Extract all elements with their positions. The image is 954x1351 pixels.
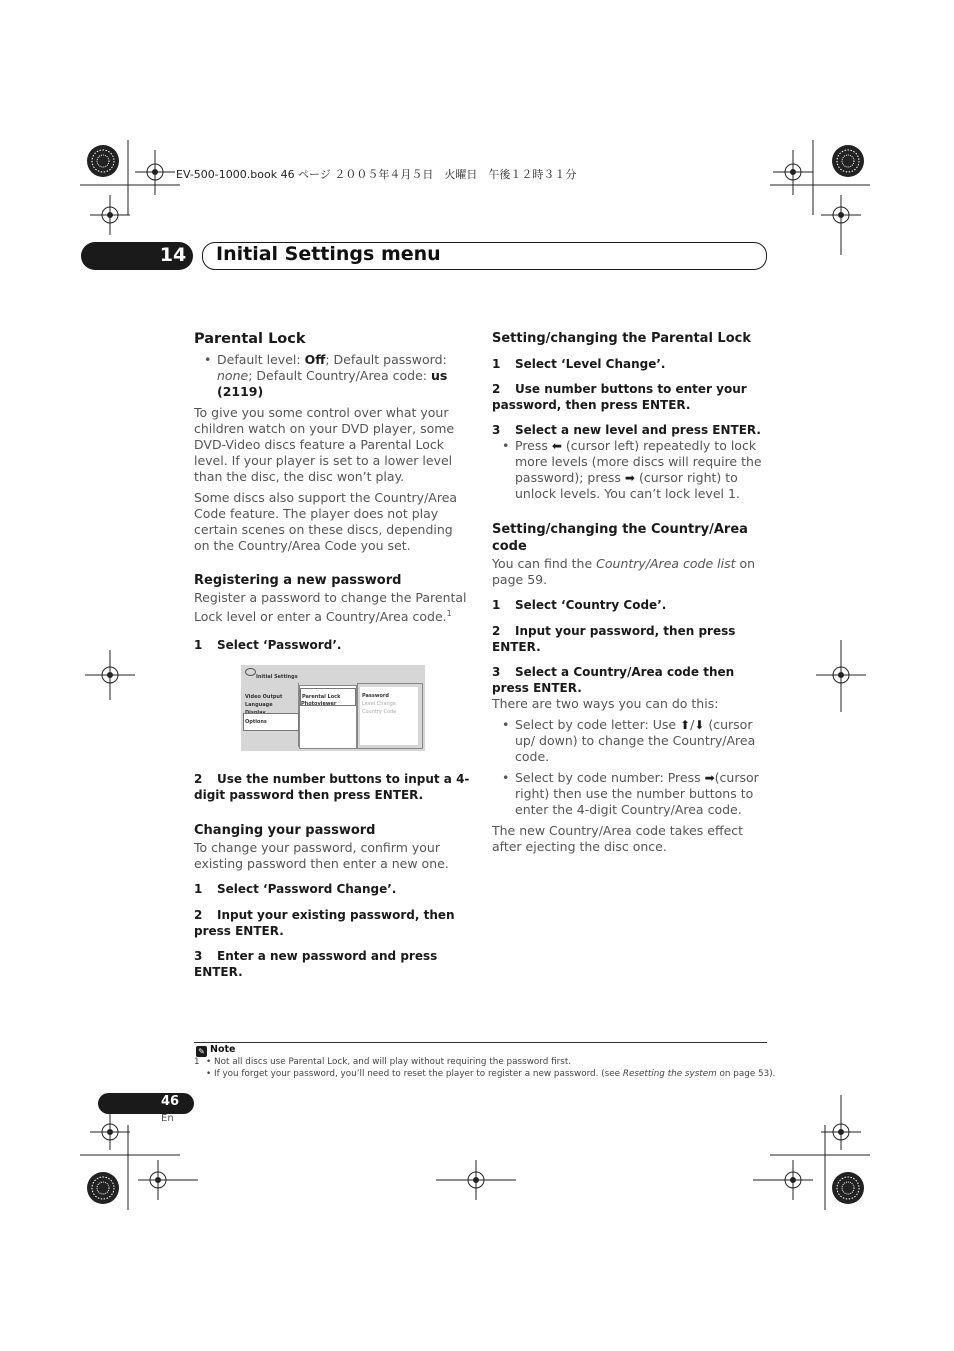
step-number: 3 xyxy=(194,949,203,964)
screen-sub-item: Photoviewer xyxy=(301,701,337,708)
note-reference: Resetting the system xyxy=(622,1069,717,1079)
step-text: Input your existing password, then press ENTER. xyxy=(194,908,455,939)
step-number: 2 xyxy=(194,772,203,787)
screen-menu-item-selected: Options xyxy=(243,713,299,731)
left-arrow-icon: ⬅ xyxy=(551,439,562,453)
screen-option-item-disabled: Country Code xyxy=(362,709,397,716)
bullet-text: Select by code letter: Use xyxy=(515,717,681,732)
set-lock-step-3 xyxy=(492,422,770,438)
note-text: • If you forget your password, you’ll need to reset the player to register a new password. (see xyxy=(206,1069,623,1079)
bullet-separator: / xyxy=(690,717,695,732)
subheading-register: Registering a new password xyxy=(194,573,402,588)
changing-step-1 xyxy=(194,881,472,897)
note-footnote-number: 1 xyxy=(194,1057,200,1067)
defaults-bullet xyxy=(194,352,472,400)
step-text: Select ‘Level Change’. xyxy=(515,357,666,371)
bullet-text: (cursor right) to unlock levels. You can’t lock level 1. xyxy=(515,470,740,501)
step-text: Select ‘Password Change’. xyxy=(217,882,397,897)
screen-option-item: Password xyxy=(362,693,389,700)
left-column xyxy=(194,330,472,980)
print-header: EV-500-1000.book 46 ページ ２００５年４月５日 火曜日 午後１２時３１分 xyxy=(176,168,577,181)
step-number: 1 xyxy=(194,882,203,897)
intro-text: You can find the xyxy=(492,556,597,571)
chapter-title: Initial Settings menu xyxy=(216,243,441,265)
parental-lock-para-1: To give you some control over what your children watch on your DVD player, some DVD-Video discs feature a Parental Lock level. If your player is set to a lower level than the disc, the disc won’t play. xyxy=(194,405,455,484)
step-text: Enter a new password and press ENTER. xyxy=(194,949,438,980)
bullet-text: (cursor up/ down) to change the Country/Area code. xyxy=(515,717,756,764)
defaults-label-level: Default level: xyxy=(217,352,305,367)
subheading-changing: Changing your password xyxy=(194,823,376,839)
screen-option-item-disabled: Level Change xyxy=(362,701,396,708)
screen-menu-item: Video Output xyxy=(245,694,283,701)
defaults-label-code: ; Default Country/Area code: xyxy=(248,368,431,383)
note-label: Note xyxy=(210,1044,236,1055)
register-step-1 xyxy=(194,637,472,653)
set-lock-bullet xyxy=(492,438,770,502)
register-step-2 xyxy=(194,771,472,803)
bullet-text: Press xyxy=(515,438,552,453)
right-arrow-icon: ➡ xyxy=(624,471,635,485)
step-number: 3 xyxy=(492,665,501,679)
step-number: 1 xyxy=(492,598,501,612)
default-code: us (2119) xyxy=(217,368,448,399)
changing-step-3 xyxy=(194,948,472,980)
note-lines xyxy=(194,1056,775,1080)
intro-reference: Country/Area code list xyxy=(596,556,736,571)
step-number: 2 xyxy=(492,624,501,638)
intro-text: on page 59. xyxy=(492,556,756,587)
set-lock-step-1 xyxy=(492,356,770,372)
right-column xyxy=(492,330,770,855)
two-ways-text: There are two ways you can do this: xyxy=(492,696,719,711)
parental-lock-para-2: Some discs also support the Country/Area Code feature. The player does not play certain scenes on these discs, depending on the Country/Area Code you set. xyxy=(194,490,458,553)
note-line-2 xyxy=(194,1068,775,1080)
screen-menu-item: Language xyxy=(245,702,273,709)
bullet-text: (cursor right) then use the number buttons to enter the 4-digit Country/Area code. xyxy=(515,770,759,817)
note-text: on page 53). xyxy=(716,1069,776,1079)
step-number: 2 xyxy=(492,382,501,396)
step-number: 3 xyxy=(492,423,501,437)
screen-sub-item-selected: Parental Lock xyxy=(300,688,356,706)
bullet-text: (cursor left) repeatedly to lock more levels (more discs will require the password); press xyxy=(515,438,762,485)
bullet-text: Select by code number: Press xyxy=(515,770,705,785)
disc-icon xyxy=(245,668,256,676)
set-code-step-2 xyxy=(492,623,770,655)
step-text: Use the number buttons to input a 4-digit password then press ENTER. xyxy=(194,772,470,803)
down-arrow-icon: ⬇ xyxy=(694,718,705,732)
set-lock-step-2 xyxy=(492,381,770,413)
screen-title: Initial Settings xyxy=(256,674,298,681)
changing-step-2 xyxy=(194,907,472,939)
default-level: Off xyxy=(304,352,326,367)
chapter-number: 14 xyxy=(159,244,187,266)
up-arrow-icon: ⬆ xyxy=(680,718,691,732)
step-text: Select ‘Country Code’. xyxy=(515,598,667,612)
set-code-bullet-1 xyxy=(492,717,770,765)
register-text xyxy=(194,590,472,625)
subheading-set-code: Setting/changing the Country/Area code xyxy=(492,522,748,554)
settings-screen-illustration xyxy=(241,665,425,751)
register-text-body: Register a password to change the Parental Lock level or enter a Country/Area code. xyxy=(194,590,467,625)
pencil-icon: ✎ xyxy=(196,1046,207,1057)
step-number: 1 xyxy=(194,638,203,653)
page-language: En xyxy=(161,1113,174,1124)
set-code-bullet-2 xyxy=(492,770,770,818)
section-heading-parental-lock: Parental Lock xyxy=(194,331,306,347)
changing-text: To change your password, confirm your existing password then enter a new one. xyxy=(194,840,449,872)
page-number: 46 xyxy=(160,1094,180,1109)
footnote-ref: 1 xyxy=(446,609,452,618)
step-text: Select ‘Password’. xyxy=(217,638,342,653)
set-code-closing: The new Country/Area code takes effect after ejecting the disc once. xyxy=(492,823,744,854)
set-code-step-3 xyxy=(492,664,770,696)
step-number: 1 xyxy=(492,357,501,371)
note-text: • Not all discs use Parental Lock, and will play without requiring the password first. xyxy=(206,1057,572,1067)
note-divider xyxy=(194,1042,767,1043)
subheading-set-lock: Setting/changing the Parental Lock xyxy=(492,331,751,346)
set-code-step-1 xyxy=(492,597,770,613)
note-line-1 xyxy=(194,1056,775,1068)
defaults-label-password: ; Default password: xyxy=(325,352,447,367)
step-text: Select a new level and press ENTER. xyxy=(515,423,761,437)
step-text: Select a Country/Area code then press ENTER. xyxy=(492,665,735,695)
default-password: none xyxy=(217,368,249,383)
step-text: Use number buttons to enter your password, then press ENTER. xyxy=(492,382,747,412)
set-code-intro xyxy=(492,556,770,588)
right-arrow-icon: ➡ xyxy=(704,771,715,785)
step-text: Input your password, then press ENTER. xyxy=(492,624,736,654)
step-number: 2 xyxy=(194,908,203,923)
